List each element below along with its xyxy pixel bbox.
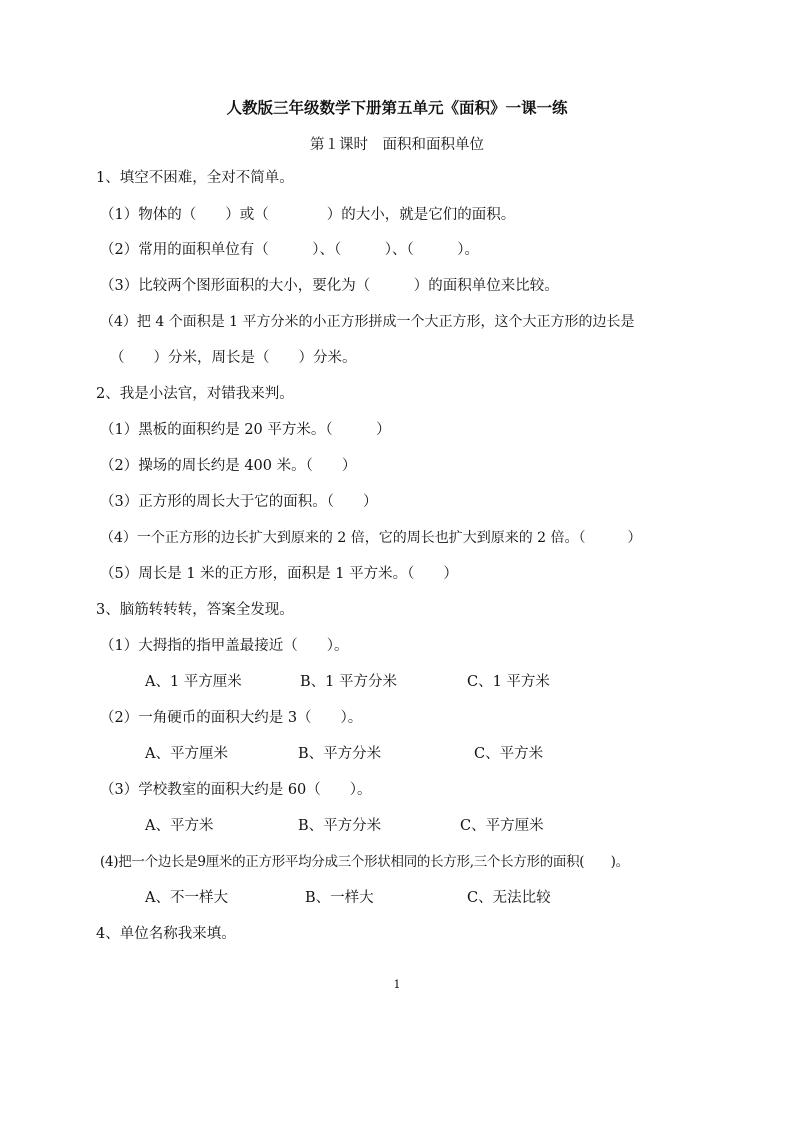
s3-q3-option-c: C、平方厘米 bbox=[460, 818, 544, 834]
s3-q3-option-b: B、平方分米 bbox=[298, 818, 382, 834]
s3-q3-option-a: A、平方米 bbox=[145, 818, 214, 834]
s3-q2-option-a: A、平方厘米 bbox=[145, 746, 228, 762]
s3-q4-option-a: A、不一样大 bbox=[145, 890, 228, 906]
section-3-heading: 3、脑筋转转转，答案全发现。 bbox=[96, 602, 294, 618]
s3-question-4: (4)把一个边长是9厘米的正方形平均分成三个形状相同的长方形,三个长方形的面积( )。 bbox=[100, 854, 629, 870]
s2-question-4: （4）一个正方形的边长扩大到原来的 2 倍，它的周长也扩大到原来的 2 倍。（ ） bbox=[100, 530, 642, 546]
s3-q2-option-b: B、平方分米 bbox=[298, 746, 382, 762]
lesson-subtitle: 第１课时 面积和面积单位 bbox=[310, 137, 484, 153]
s3-q1-option-c: C、1 平方米 bbox=[467, 674, 550, 690]
section-4-heading: 4、单位名称我来填。 bbox=[96, 926, 236, 942]
s2-question-1: （1）黑板的面积约是 20 平方米。（ ） bbox=[100, 422, 391, 438]
s3-question-2: （2）一角硬币的面积大约是 3（ ）。 bbox=[100, 710, 363, 726]
s3-question-3: （3）学校教室的面积大约是 60（ ）。 bbox=[100, 782, 372, 798]
page-number: 1 bbox=[393, 978, 401, 991]
document-title: 人教版三年级数学下册第五单元《面积》一课一练 bbox=[226, 98, 568, 117]
s1-question-2: （2）常用的面积单位有（ ）、（ ）、（ ）。 bbox=[100, 242, 479, 258]
s3-q4-option-b: B、一样大 bbox=[305, 890, 374, 906]
s3-question-1: （1）大拇指的指甲盖最接近（ ）。 bbox=[100, 638, 349, 654]
section-1-heading: 1、填空不困难，全对不简单。 bbox=[96, 170, 294, 186]
section-2-heading: 2、我是小法官，对错我来判。 bbox=[96, 386, 294, 402]
s1-question-1: （1）物体的（ ）或（ ）的大小，就是它们的面积。 bbox=[100, 207, 516, 223]
s2-question-5: （5）周长是 1 米的正方形，面积是 1 平方米。（ ） bbox=[100, 566, 458, 582]
s3-q4-option-c: C、无法比较 bbox=[467, 890, 551, 906]
s3-q2-option-c: C、平方米 bbox=[474, 746, 544, 762]
s2-question-3: （3）正方形的周长大于它的面积。（ ） bbox=[100, 494, 378, 510]
s1-question-3: （3）比较两个图形面积的大小，要化为（ ）的面积单位来比较。 bbox=[100, 278, 559, 294]
s3-q1-option-b: B、1 平方分米 bbox=[300, 674, 397, 690]
s3-q1-option-a: A、1 平方厘米 bbox=[145, 674, 242, 690]
s2-question-2: （2）操场的周长约是 400 米。（ ） bbox=[100, 458, 357, 474]
s1-question-4-line-1: （4）把 4 个面积是 1 平方分米的小正方形拼成一个大正方形，这个大正方形的边长是 bbox=[100, 314, 635, 330]
s1-question-4-line-2: （ ）分米，周长是（ ）分米。 bbox=[110, 350, 357, 366]
